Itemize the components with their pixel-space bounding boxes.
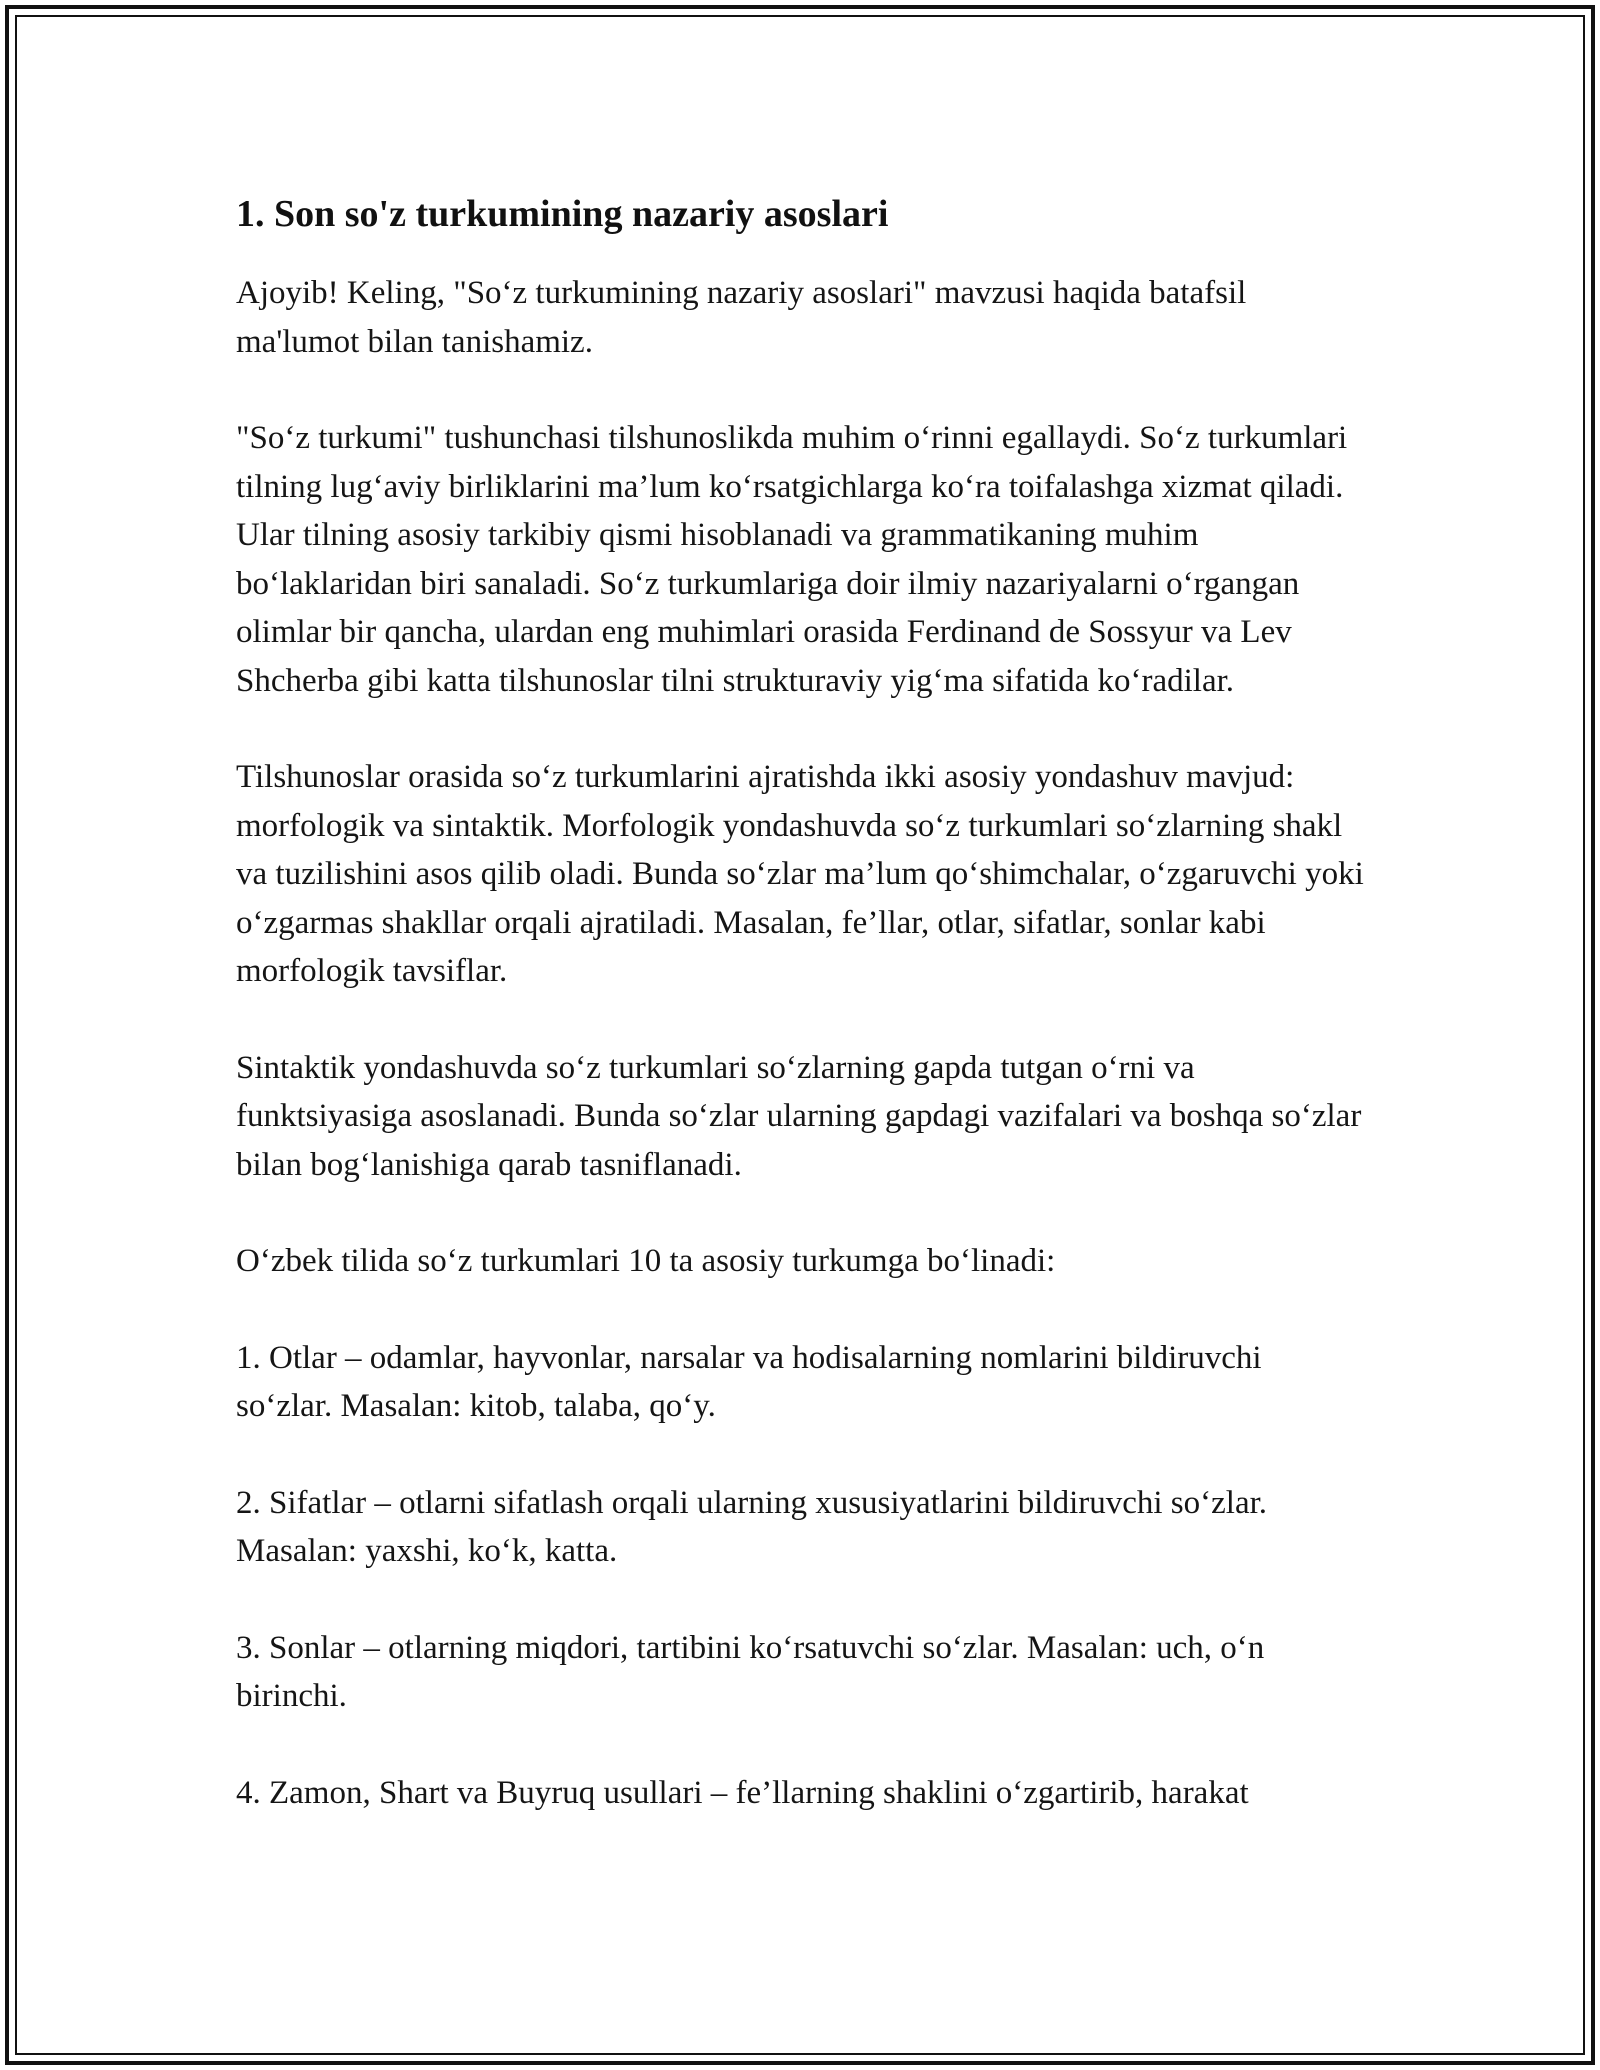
- intro-paragraph: Ajoyib! Keling, "So‘z turkumining nazariy asoslari" mavzusi haqida batafsil ma'lumot bilan tanishamiz.: [236, 275, 1247, 360]
- document-title: 1. Son so'z turkumining nazariy asoslari: [236, 193, 889, 235]
- document-body: [236, 188, 1366, 1865]
- syntactic-paragraph: Sintaktik yondashuvda so‘z turkumlari so‘zlarning gapda tutgan o‘rni va funktsiyasiga asoslanadi. Bunda so‘zlar ularning gapdagi vazifalari va boshqa so‘zlar bilan bog‘lanishiga qarab tasniflanadi.: [236, 1049, 1362, 1183]
- list-item-nouns: 1. Otlar – odamlar, hayvonlar, narsalar va hodisalarning nomlarini bildiruvchi so‘zlar. Masalan: kitob, talaba, qo‘y.: [236, 1339, 1262, 1424]
- categories-intro-paragraph: O‘zbek tilida so‘z turkumlari 10 ta asosiy turkumga bo‘linadi:: [236, 1243, 1056, 1279]
- list-item-numerals: 3. Sonlar – otlarning miqdori, tartibini ko‘rsatuvchi so‘zlar. Masalan: uch, o‘n birinchi.: [236, 1629, 1265, 1714]
- concept-paragraph: "So‘z turkumi" tushunchasi tilshunoslikda muhim o‘rinni egallaydi. So‘z turkumlari tilning lug‘aviy birliklarini ma’lum ko‘rsatgichlarga ko‘ra toifalashga xizmat qiladi. Ular tilning asosiy tarkibiy qismi hisoblanadi va grammatikaning muhim bo‘laklaridan biri sanaladi. So‘z turkumlariga doir ilmiy nazariyalarni o‘rgangan olimlar bir qancha, ulardan eng muhimlari orasida Ferdinand de Sossyur va Lev Shcherba gibi katta tilshunoslar tilni strukturaviy yig‘ma sifatida ko‘radilar.: [236, 420, 1348, 699]
- list-item-verb-moods: 4. Zamon, Shart va Buyruq usullari – fe’llarning shaklini o‘zgartirib, harakat: [236, 1774, 1249, 1811]
- list-item-adjectives: 2. Sifatlar – otlarni sifatlash orqali ularning xususiyatlarini bildiruvchi so‘zlar. Masalan: yaxshi, ko‘k, katta.: [236, 1484, 1268, 1569]
- approaches-paragraph: Tilshunoslar orasida so‘z turkumlarini ajratishda ikki asosiy yondashuv mavjud: morfologik va sintaktik. Morfologik yondashuvda so‘z turkumlari so‘zlarning shakl va tuzilishini asos qilib oladi. Bunda so‘zlar ma’lum qo‘shimchalar, o‘zgaruvchi yoki o‘zgarmas shakllar orqali ajratiladi. Masalan, fe’llar, otlar, sifatlar, sonlar kabi morfologik tavsiflar.: [236, 759, 1364, 989]
